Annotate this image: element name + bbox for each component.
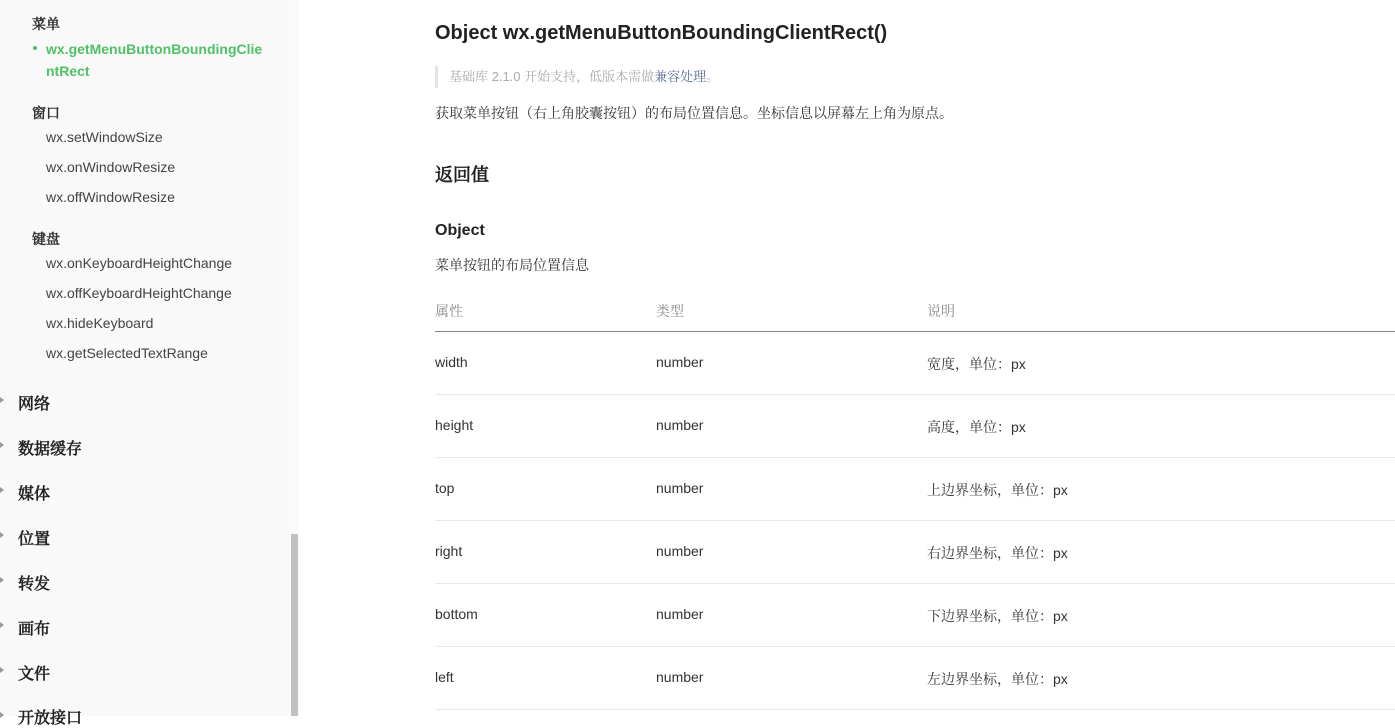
properties-table xyxy=(435,290,1395,710)
cell-property: left xyxy=(435,669,454,685)
sidebar-category-storage[interactable]: 数据缓存 xyxy=(18,441,83,458)
cell-description: 高度，单位：px xyxy=(927,419,1026,435)
cell-property: right xyxy=(435,543,463,559)
sidebar-item-set-window-size[interactable]: wx.setWindowSize xyxy=(46,129,163,145)
column-header-description: 说明 xyxy=(927,303,955,319)
collapse-arrow-icon xyxy=(0,667,4,673)
page-title: Object wx.getMenuButtonBoundingClientRect() xyxy=(435,22,888,44)
sidebar-item-off-window-resize[interactable]: wx.offWindowResize xyxy=(46,189,175,205)
cell-type: number xyxy=(656,606,704,622)
cell-type: number xyxy=(656,480,704,496)
sidebar-category-media[interactable]: 媒体 xyxy=(18,486,51,503)
sidebar-category-file[interactable]: 文件 xyxy=(18,666,51,683)
table-row xyxy=(435,332,1395,395)
sidebar-item-on-keyboard-height-change[interactable]: wx.onKeyboardHeightChange xyxy=(46,255,233,271)
collapse-arrow-icon xyxy=(0,712,4,718)
cell-property: width xyxy=(435,354,468,370)
compat-note xyxy=(435,66,719,88)
collapse-arrow-icon xyxy=(0,577,4,583)
collapse-arrow-icon xyxy=(0,622,4,628)
return-value-heading: 返回值 xyxy=(435,165,489,185)
object-description: 菜单按钮的布局位置信息 xyxy=(435,257,589,273)
table-header xyxy=(435,290,1395,332)
collapse-arrow-icon xyxy=(0,487,4,493)
cell-description: 宽度，单位：px xyxy=(927,356,1026,372)
sidebar-item-hide-keyboard[interactable]: wx.hideKeyboard xyxy=(46,315,154,331)
table-row xyxy=(435,458,1395,521)
compat-note-text: 基础库 2.1.0 开始支持，低版本需做 xyxy=(449,69,655,84)
sidebar-group-menu: 菜单 xyxy=(32,16,60,32)
sidebar-group-window: 窗口 xyxy=(32,105,60,121)
sidebar-item-off-keyboard-height-change[interactable]: wx.offKeyboardHeightChange xyxy=(46,285,232,301)
table-row xyxy=(435,395,1395,458)
sidebar-category-location[interactable]: 位置 xyxy=(18,531,51,548)
sidebar-item-get-menu-button-bounding-client-rect[interactable]: wx.getMenuButtonBoundingClientRect xyxy=(46,41,263,79)
cell-property: height xyxy=(435,417,474,433)
compat-note-suffix: 。 xyxy=(706,69,720,84)
cell-description: 下边界坐标，单位：px xyxy=(927,608,1068,624)
api-description: 获取菜单按钮（右上角胶囊按钮）的布局位置信息。坐标信息以屏幕左上角为原点。 xyxy=(435,105,953,121)
sidebar-scrollbar[interactable] xyxy=(291,0,299,716)
sidebar-category-open-api[interactable]: 开放接口 xyxy=(18,710,83,727)
sidebar-category-network[interactable]: 网络 xyxy=(18,396,51,413)
compat-link[interactable]: 兼容处理 xyxy=(654,69,707,84)
active-bullet-icon xyxy=(33,46,37,50)
table-row xyxy=(435,584,1395,647)
column-header-property: 属性 xyxy=(435,303,463,319)
sidebar-category-share[interactable]: 转发 xyxy=(18,576,51,593)
sidebar-item-on-window-resize[interactable]: wx.onWindowResize xyxy=(46,159,176,175)
scrollbar-thumb[interactable] xyxy=(291,534,298,716)
cell-type: number xyxy=(656,669,704,685)
cell-property: top xyxy=(435,480,455,496)
table-row xyxy=(435,647,1395,710)
sidebar-group-keyboard: 键盘 xyxy=(32,231,60,247)
cell-type: number xyxy=(656,417,704,433)
collapse-arrow-icon xyxy=(0,442,4,448)
cell-description: 左边界坐标，单位：px xyxy=(927,671,1068,687)
cell-description: 上边界坐标，单位：px xyxy=(927,482,1068,498)
table-row xyxy=(435,521,1395,584)
collapse-arrow-icon xyxy=(0,397,4,403)
collapse-arrow-icon xyxy=(0,532,4,538)
cell-type: number xyxy=(656,354,704,370)
cell-type: number xyxy=(656,543,704,559)
sidebar-item-get-selected-text-range[interactable]: wx.getSelectedTextRange xyxy=(46,345,208,361)
sidebar xyxy=(0,0,291,727)
cell-description: 右边界坐标，单位：px xyxy=(927,545,1068,561)
sidebar-category-canvas[interactable]: 画布 xyxy=(18,621,51,638)
object-heading: Object xyxy=(435,222,485,239)
cell-property: bottom xyxy=(435,606,478,622)
column-header-type: 类型 xyxy=(656,303,684,319)
